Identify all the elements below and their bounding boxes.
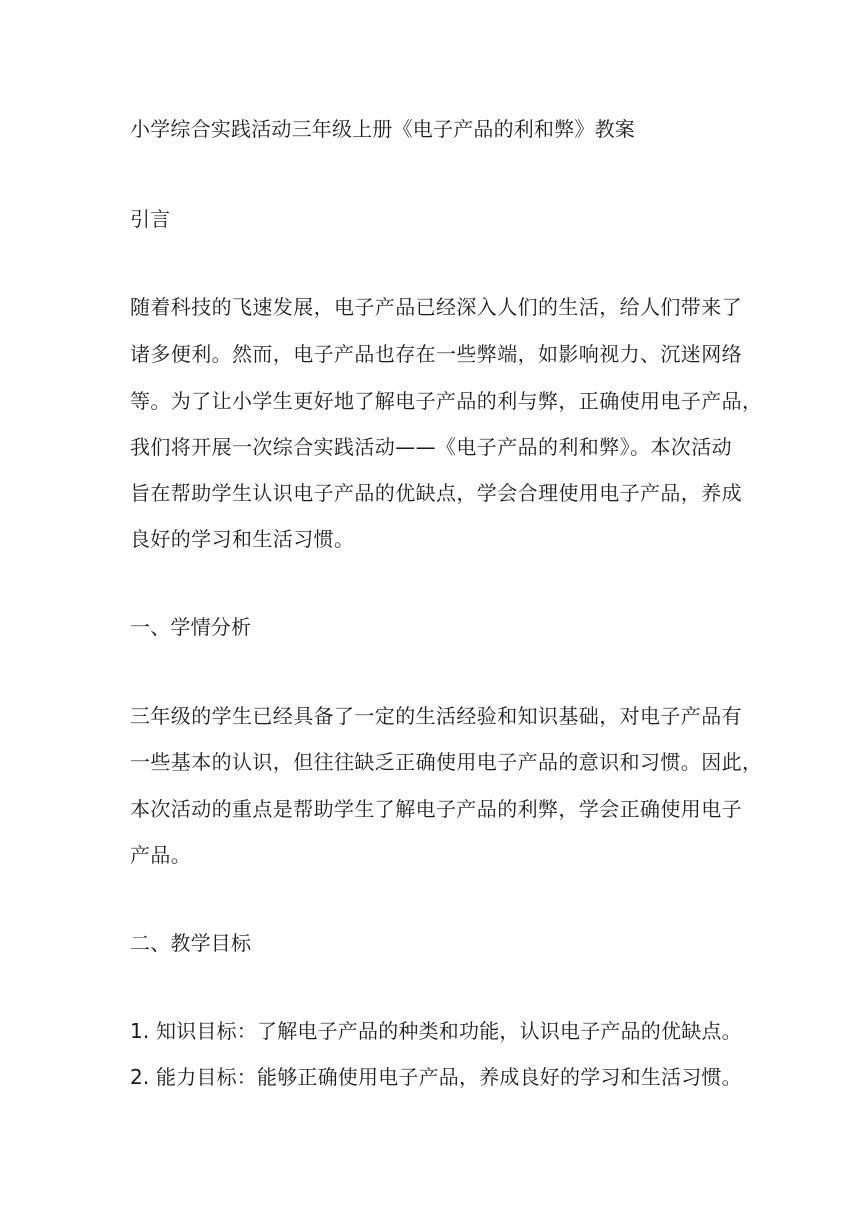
section1-line: 三年级的学生已经具备了一定的生活经验和知识基础，对电子产品有: [130, 704, 742, 728]
intro-line: 等。为了让小学生更好地了解电子产品的利与弊，正确使用电子产品，: [130, 389, 763, 413]
section1-heading: 一、学情分析: [130, 615, 252, 639]
goal-list-item: [130, 1018, 740, 1044]
intro-heading: 引言: [130, 207, 171, 231]
goal-text: 知识目标：了解电子产品的种类和功能，认识电子产品的优缺点。: [156, 1019, 742, 1043]
goal-list-item: [130, 1064, 740, 1090]
section1-line: 本次活动的重点是帮助学生了解电子产品的利弊，学会正确使用电子: [130, 797, 742, 821]
document-title: 小学综合实践活动三年级上册《电子产品的利和弊》教案: [130, 117, 635, 141]
section1-line: 一些基本的认识，但往往缺乏正确使用电子产品的意识和习惯。因此，: [130, 750, 763, 774]
intro-line: 旨在帮助学生认识电子产品的优缺点，学会合理使用电子产品，养成: [130, 481, 742, 505]
intro-line: 良好的学习和生活习惯。: [130, 527, 355, 551]
section1-line: 产品。: [130, 843, 192, 867]
section2-heading: 二、教学目标: [130, 931, 252, 955]
goal-number: 1.: [130, 1019, 150, 1043]
goal-number: 2.: [130, 1065, 150, 1089]
goal-text: 能力目标：能够正确使用电子产品，养成良好的学习和生活习惯。: [156, 1065, 742, 1089]
intro-line: 我们将开展一次综合实践活动——《电子产品的利和弊》。本次活动: [130, 435, 732, 459]
intro-line: 诸多便利。然而，电子产品也存在一些弊端，如影响视力、沉迷网络: [130, 342, 742, 366]
intro-line: 随着科技的飞速发展，电子产品已经深入人们的生活，给人们带来了: [130, 295, 742, 319]
